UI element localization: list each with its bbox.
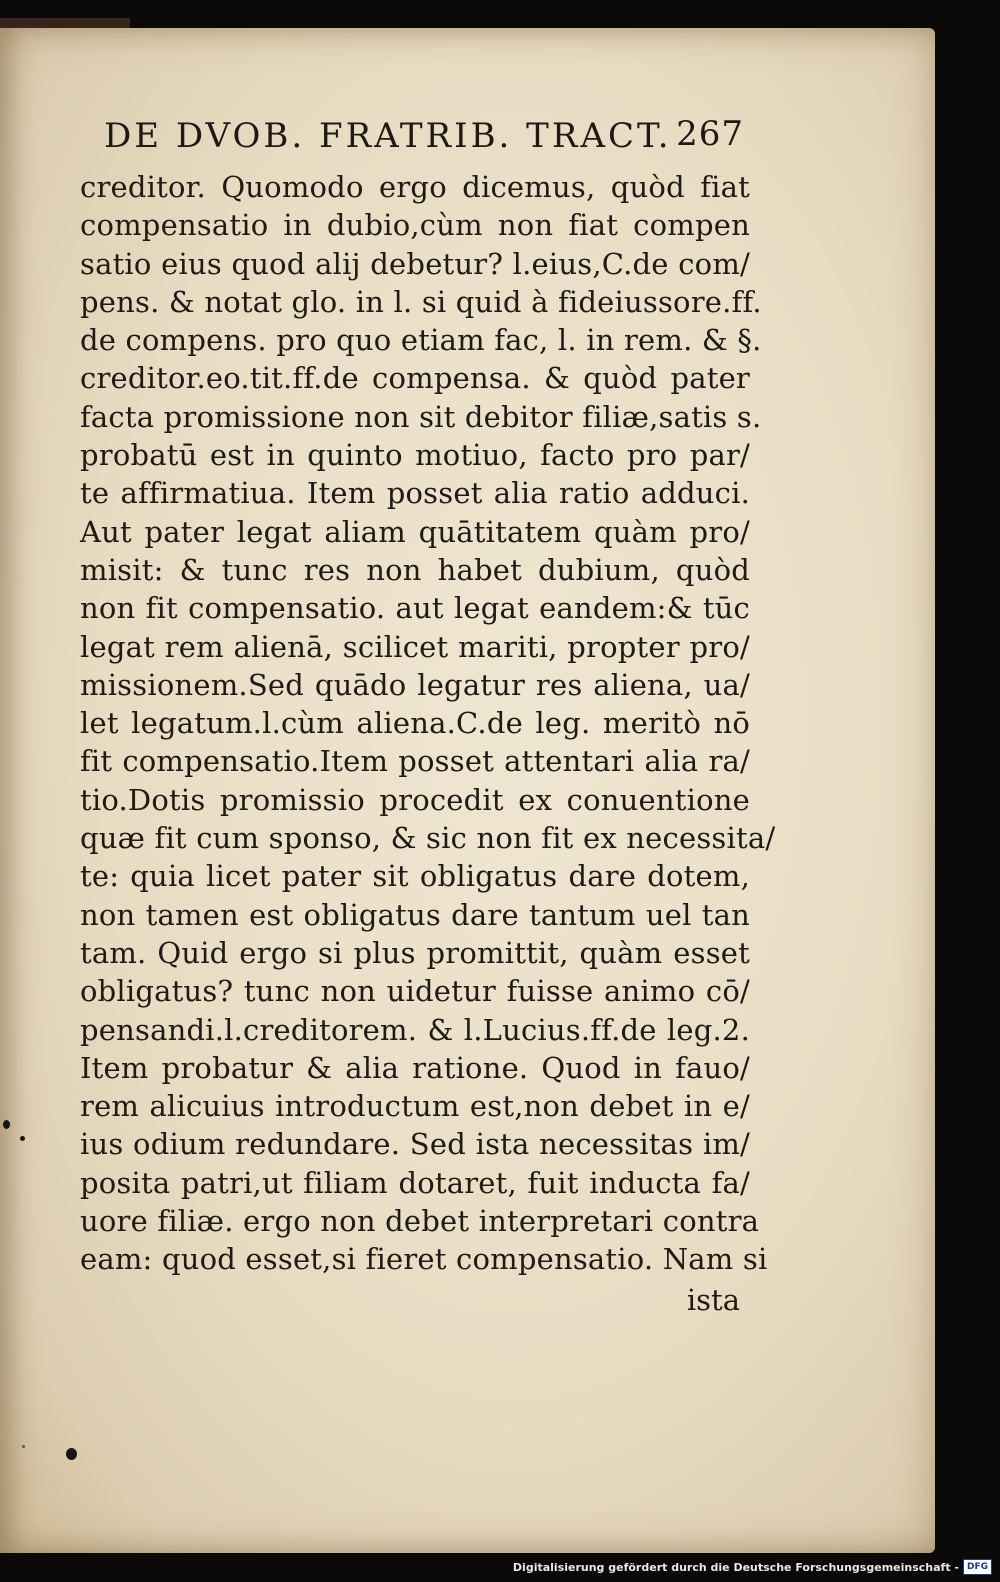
ink-dot	[20, 1136, 25, 1141]
text-line: Item probatur & alia ratione. Quod in fauo/	[80, 1050, 750, 1085]
text-line: pens. & notat glo. in l. si quid à fideiussore.ff.	[80, 284, 762, 319]
text-line: obligatus? tunc non uidetur fuisse animo cō/	[80, 974, 750, 1009]
text-line: non fit compensatio. aut legat eandem:& tūc	[80, 591, 750, 626]
body-text	[80, 168, 776, 1279]
text-line: quæ fit cum sponso, & sic non fit ex necessita/	[80, 821, 776, 856]
text-line: uore filiæ. ergo non debet interpretari contra	[80, 1204, 760, 1239]
credit-text: Digitalisierung gefördert durch die Deutsche Forschungsgemeinschaft -	[512, 1560, 959, 1574]
text-line: satio eius quod alij debetur? l.eius,C.de com/	[80, 246, 750, 281]
text-line: compensatio in dubio,cùm non fiat compen	[80, 208, 750, 243]
text-line: tam. Quid ergo si plus promittit, quàm esset	[80, 935, 750, 970]
text-line: pensandi.l.creditorem. & l.Lucius.ff.de leg.2.	[80, 1012, 750, 1047]
text-line: misit: & tunc res non habet dubium, quòd	[80, 552, 750, 587]
text-line: posita patri,ut filiam dotaret, fuit inducta fa/	[80, 1165, 750, 1200]
folio-number: 267	[676, 114, 744, 154]
text-line: creditor. Quomodo ergo dicemus, quòd fiat	[80, 170, 750, 204]
text-line: probatū est in quinto motiuo, facto pro par/	[80, 438, 750, 473]
running-head-title: DE DVOB. FRATRIB. TRACT.	[104, 116, 672, 156]
ink-dot	[66, 1448, 77, 1460]
text-line: rem alicuius introductum est,non debet in e/	[80, 1089, 750, 1124]
ink-dot	[3, 1120, 10, 1129]
text-line: tio.Dotis promissio procedit ex conuentione	[80, 782, 750, 817]
text-line: de compens. pro quo etiam fac, l. in rem. & §.	[80, 323, 762, 358]
text-line: let legatum.l.cùm aliena.C.de leg. meritò nō	[80, 706, 750, 741]
text-line: te: quia licet pater sit obligatus dare dotem,	[80, 859, 750, 894]
text-line: legat rem alienā, scilicet mariti, propter pro/	[80, 629, 750, 664]
text-line: Aut pater legat aliam quātitatem quàm pro/	[80, 514, 750, 549]
digitization-credit	[513, 1556, 992, 1578]
text-line: missionem.Sed quādo legatur res aliena, ua/	[80, 667, 750, 702]
text-line: facta promissione non sit debitor filiæ,satis s.	[80, 399, 762, 434]
text-line: ius odium redundare. Sed ista necessitas im/	[80, 1127, 750, 1162]
text-line: non tamen est obligatus dare tantum uel tan	[80, 897, 750, 932]
text-line: creditor.eo.tit.ff.de compensa. & quòd pater	[80, 361, 750, 396]
text-line: te affirmatiua. Item posset alia ratio adduci.	[80, 476, 750, 511]
ink-dot	[22, 1445, 25, 1448]
text-line: eam: quod esset,si fieret compensatio. Nam si	[80, 1242, 768, 1277]
dfg-logo-icon: DFG	[963, 1559, 992, 1575]
catchword: ista	[686, 1283, 740, 1317]
running-head	[104, 100, 744, 160]
text-line: fit compensatio.Item posset attentari alia ra/	[80, 744, 750, 779]
